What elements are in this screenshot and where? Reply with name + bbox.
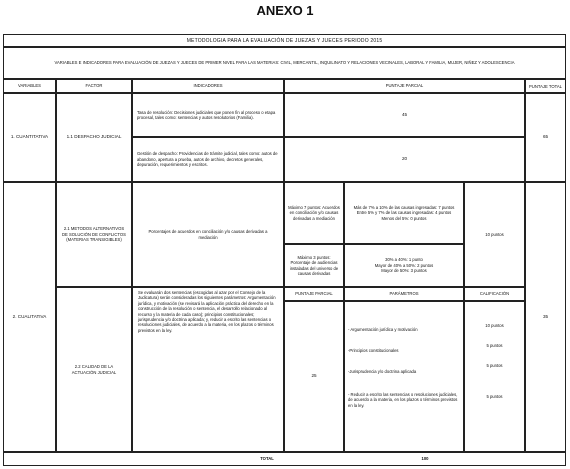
factor-despacho-judicial: 1.1 DESPACHO JUDICIAL [56,93,132,182]
col-header-puntaje-parcial: PUNTAJE PARCIAL [284,79,525,93]
total-cualitativa: 35 [525,182,566,452]
subheader: VARIABLES E INDICADORES PARA EVALUACIÓN DE JUEZAS Y JUECES DE PRIMER NIVEL PARA LAS MATERIAS: CIVIL, MERCANTIL, INQUILINATO Y RELACIONES VECINALES, LABORAL Y FAMILIA, MUJER, NIÑEZ Y ADOLESCENCIA [3,47,566,79]
score-calidad-partial: 25 [284,301,344,452]
box-audiencias-scale: 30% a 40%: 1 punto Mayor de 40% a 50%: 2 puntos Mayor de 50%: 3 puntos [344,244,464,287]
factor-metodos-alternativos: 2.1 METODOS ALTERNATIVOS DE SOLUCIÓN DE CONFLICTOS (MATERIAS TRANSIGIBLES) [56,182,132,287]
total-row [3,452,566,466]
col-header-puntaje-parcial-calidad: PUNTAJE PARCIAL [284,287,344,301]
page-title: ANEXO 1 [256,2,314,18]
score-metodos-alternativos: 10 puntos [464,182,525,287]
parameter-item: -Jurisprudencia y/o doctrina aplicada [348,369,417,375]
methodology-header: METODOLOGIA PARA LA EVALUACIÓN DE JUEZAS Y JUECES PERIODO 2015 [3,34,566,47]
indicator-gestion-despacho: Gestión de despacho: Providencias de trámite judicial, tales como: autos de abandono, apertura a prueba, autos de archivo, decretos generales, depuración, requerimientos y escritos. [132,137,284,182]
variable-cuantitativa: 1. CUANTITATIVA [3,93,56,182]
indicator-tasa-resolucion: Tasa de resolución: Decisiones judiciales que ponen fin al proceso o etapa procesal, tales como: sentencias y autos resolutorios (Familia). [132,93,284,137]
box-conciliacion-scale: Más de 7% a 10% de las causas ingresadas: 7 puntos Entre 5% y 7% de las causas ingresadas: 4 puntos Menos del 5%: 0 puntos [344,182,464,244]
calification-item: 10 puntos [485,323,504,329]
score-tasa-resolucion: 45 [284,93,525,137]
parameter-item: - Reducir a escrito las sentencias o resoluciones judiciales, de acuerdo a la materia, en los plazos o términos previstos en la ley. [348,392,458,408]
parameter-item: -Principios constitucionales [348,348,399,354]
indicator-calidad-sentencias: Se evaluarán dos sentencias (escogidas al azar por el Consejo de la Judicatura) serán consideradas los siguientes parámetros: Argumentación jurídica, y motivación (se revisará la aplicación práctica del derecho en la construcción de la resolución o sentencia, el desarrollo relacionado al recurso y la materia de cada caso); principios constitucionales; jurisprudencia y/o doctrina aplicada; y, reducir a escrito las sentencias o resoluciones judiciales, de acuerdo a la materia, en los plazos o términos previstos en la ley. [132,287,284,452]
calification-item: 5 puntos [486,394,503,400]
variable-cualitativa: 2. CUALITATIVA [3,182,56,452]
col-header-puntaje-total: PUNTAJE TOTAL [525,79,566,93]
calification-item: 5 puntos [486,343,503,349]
col-header-factor: FACTOR [56,79,132,93]
col-header-calificacion: CALIFICACIÓN [464,287,525,301]
parameter-item: - Argumentación jurídica y motivación [348,327,418,333]
box-conciliacion-max: Máximo 7 puntos: Acuerdos en conciliación y/o causas derivadas a mediación [284,182,344,244]
col-header-variables: VARIABLES [3,79,56,93]
total-cuantitativa: 65 [525,93,566,182]
indicator-acuerdos-conciliacion: Porcentajes de acuerdos en conciliación y/o causas derivadas a mediación [132,182,284,287]
factor-calidad-actuacion: 2.2 CALIDAD DE LA ACTUACIÓN JUDICIAL [56,287,132,452]
col-header-parametros: PARÁMETROS [344,287,464,301]
total-value: 100 [421,456,429,462]
col-header-indicadores: INDICADORES [132,79,284,93]
total-label: TOTAL [260,456,274,462]
calification-item: 5 puntos [486,363,503,369]
score-gestion-despacho: 20 [284,137,525,182]
box-audiencias-max: Máximo 3 puntos: Porcentaje de audiencias instaladas del universo de causas derivadas [284,244,344,287]
